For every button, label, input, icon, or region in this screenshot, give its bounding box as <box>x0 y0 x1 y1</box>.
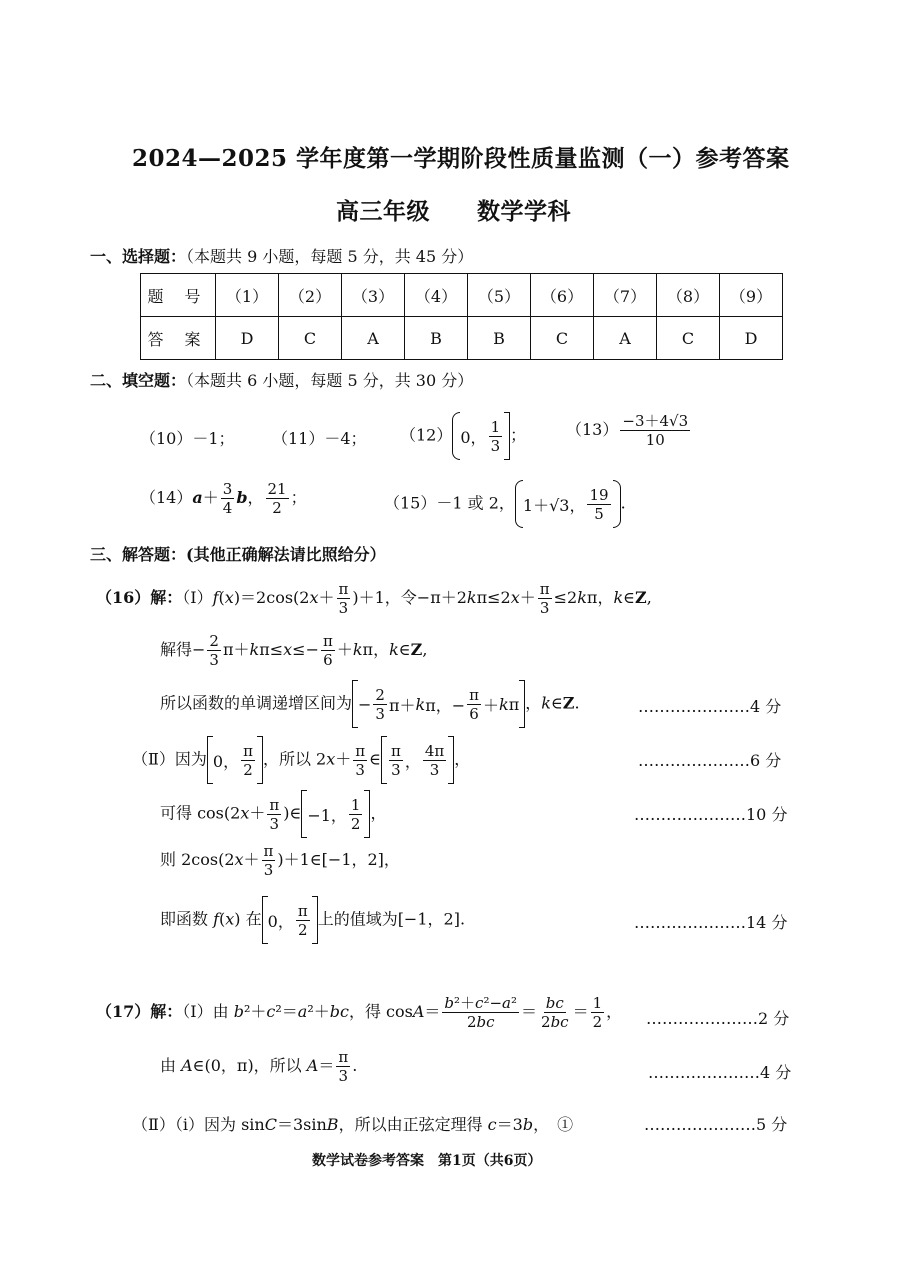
answer-cell: B <box>405 317 468 360</box>
answer-cell: A <box>342 317 405 360</box>
answer-cell: A <box>594 317 657 360</box>
table-header-label: 题 号 <box>141 274 216 317</box>
q16-line-1: （16）解：（Ⅰ）f(x)＝2cos(2x＋ $\frac{\pi}{3}$ )＋1，令−π＋2kπ≤2x＋ $\frac{\pi}{3}$ ≤2kπ，k∈Z, <box>96 580 652 617</box>
points-14: …………………14 分 <box>634 913 788 932</box>
points-4: …………………4 分 <box>638 697 782 716</box>
answer-14: （14）a＋ $\frac{3}{4}$ b， $\frac{21}{2}$ ； <box>140 480 307 517</box>
points-6: …………………6 分 <box>638 751 782 770</box>
table-row <box>141 317 783 360</box>
q16-line-5: 可得 cos(2x＋ $\frac{\pi}{3}$ )∈ −1， $\frac{1}{2}$ ， <box>160 790 386 838</box>
question-number: （1） <box>216 274 279 317</box>
page-footer: 数学试卷参考答案 第1页（共6页） <box>312 1153 542 1169</box>
q17-line-3: （Ⅱ）（ⅰ）因为 sinC＝3sinB，所以由正弦定理得 c＝3b， ① <box>132 1115 574 1134</box>
question-number: （4） <box>405 274 468 317</box>
q17-line-2: 由 A∈(0，π)，所以 A＝ $\frac{\pi}{3}$ . <box>160 1048 358 1085</box>
q16-line-3: 所以函数的单调递增区间为 − $\frac{2}{3}$ π＋ k π，− $\frac{\pi}{6}$ ＋ k π ，k∈Z. <box>160 680 580 728</box>
q16-line-4: （Ⅱ）因为 0， $\frac{\pi}{2}$ ，所以 2x＋ $\frac{\pi}{3}$ ∈ $\frac{\pi}{3}$ ， $\frac{4\pi}{3}$ ， <box>132 736 470 784</box>
q17-line-1: （17）解：（Ⅰ）由 b²＋c²＝a²＋bc，得 cosA＝ $\frac{\text{b²＋c²−a²}}{2bc}$ ＝ $\frac{bc}{2bc}$ ＝ $\frac{1}{2}$ ， <box>96 994 623 1031</box>
answer-15: （15）－1 或 2， 1＋√3， $\frac{19}{5}$ . <box>384 480 626 528</box>
page-title: 2024—2025 学年度第一学期阶段性质量监测（一）参考答案 <box>132 145 790 172</box>
question-number: （5） <box>468 274 531 317</box>
answer-13: （13） $\frac{-3+4√3}{10}$ <box>566 412 689 449</box>
question-number: （2） <box>279 274 342 317</box>
answer-header-label: 答 案 <box>141 317 216 360</box>
section-3-heading: 三、解答题：(其他正确解法请比照给分） <box>90 545 386 564</box>
question-number: （8） <box>657 274 720 317</box>
q16-line-6: 则 2cos(2x＋ $\frac{\pi}{3}$ )＋1∈[−1，2]， <box>160 842 400 879</box>
question-number: （9） <box>720 274 783 317</box>
answer-12: （12） 0， $\frac{1}{3}$ ； <box>400 412 526 460</box>
question-number: （7） <box>594 274 657 317</box>
q16-line-7: 即函数 f(x) 在 0， $\frac{\pi}{2}$ 上的值域为[−1，2]. <box>160 896 465 944</box>
answer-cell: C <box>531 317 594 360</box>
answer-cell: C <box>657 317 720 360</box>
answer-table <box>140 273 783 360</box>
table-row <box>141 274 783 317</box>
q16-line-2: 解得− $\frac{2}{3}$ π＋kπ≤x≤− $\frac{\pi}{6}$ ＋kπ，k∈Z, <box>160 632 428 669</box>
points-5: …………………5 分 <box>644 1115 788 1134</box>
answer-cell: C <box>279 317 342 360</box>
question-number: （3） <box>342 274 405 317</box>
answer-11: （11）－4； <box>272 429 367 448</box>
answer-cell: D <box>720 317 783 360</box>
points-10: …………………10 分 <box>634 805 788 824</box>
question-number: （6） <box>531 274 594 317</box>
points-4b: …………………4 分 <box>648 1063 792 1082</box>
section-1-heading: 一、选择题：（本题共 9 小题，每题 5 分，共 45 分） <box>90 247 474 266</box>
points-2: …………………2 分 <box>646 1009 790 1028</box>
page-subtitle: 高三年级 数学学科 <box>336 198 571 225</box>
answer-cell: D <box>216 317 279 360</box>
answer-10: （10）－1； <box>140 429 235 448</box>
answer-cell: B <box>468 317 531 360</box>
section-2-heading: 二、填空题：（本题共 6 小题，每题 5 分，共 30 分） <box>90 371 474 390</box>
